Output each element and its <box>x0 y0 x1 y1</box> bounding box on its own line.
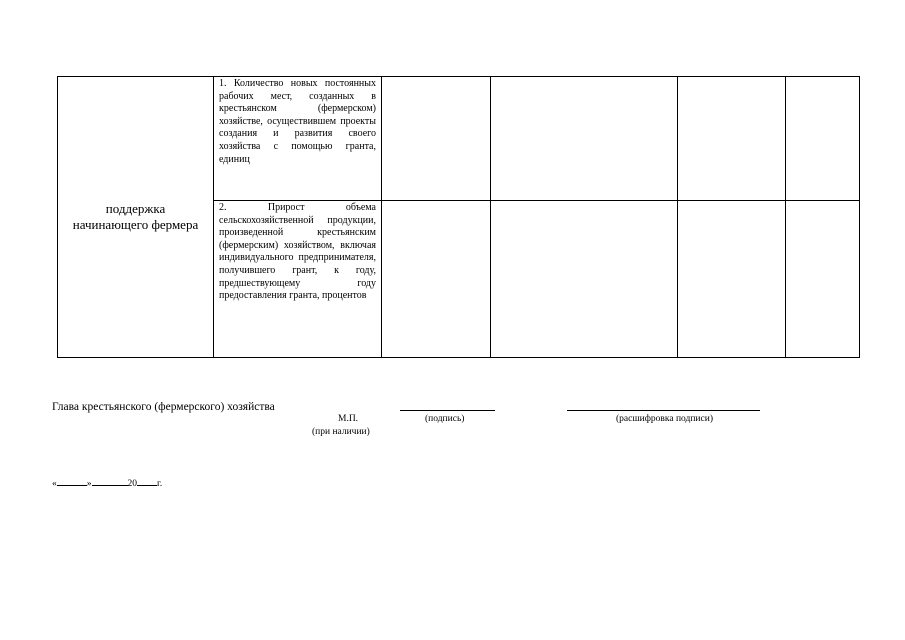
value-cell <box>678 77 786 201</box>
value-cell <box>382 201 491 358</box>
day-blank <box>57 476 87 486</box>
value-cell <box>382 77 491 201</box>
indicator-text: 2. Прирост объема сельскохозяйственной продукции, произведенной крестьянским (фермерским) хозяйством, включая индивидуального предпринимателя, получившего грант, к году, предшествующему году предоставления гранта, процентов <box>219 202 376 302</box>
year-blank <box>137 476 157 486</box>
value-cell <box>786 77 860 201</box>
signature-decoding-line <box>567 410 760 411</box>
measure-name: поддержка начинающего фермера <box>72 201 199 232</box>
table-row <box>58 77 860 201</box>
date-open-quote: « <box>52 479 57 489</box>
year-prefix: 20 <box>127 479 137 489</box>
value-cell <box>786 201 860 358</box>
signature-line <box>400 410 495 411</box>
year-suffix: г. <box>157 479 163 489</box>
signature-decoding-caption: (расшифровка подписи) <box>616 414 713 424</box>
indicator-cell <box>214 77 382 201</box>
indicator-text: 1. Количество новых постоянных рабочих мест, созданных в крестьянском (фермерском) хозяйстве, осуществившем проекты создания и развития своего хозяйства с помощью гранта, единиц <box>219 78 376 165</box>
stamp-place-label: М.П. <box>338 414 359 424</box>
value-cell <box>491 77 678 201</box>
value-cell <box>678 201 786 358</box>
month-blank <box>92 476 128 486</box>
value-cell <box>491 201 678 358</box>
indicator-table <box>57 76 860 358</box>
indicator-cell <box>214 201 382 358</box>
date-line <box>52 476 162 490</box>
signature-caption: (подпись) <box>425 414 465 424</box>
date-close-quote: » <box>86 479 92 489</box>
head-of-farm-label: Глава крестьянского (фермерского) хозяйства <box>52 401 275 413</box>
stamp-note: (при наличии) <box>312 427 370 437</box>
measure-name-cell <box>58 77 214 358</box>
